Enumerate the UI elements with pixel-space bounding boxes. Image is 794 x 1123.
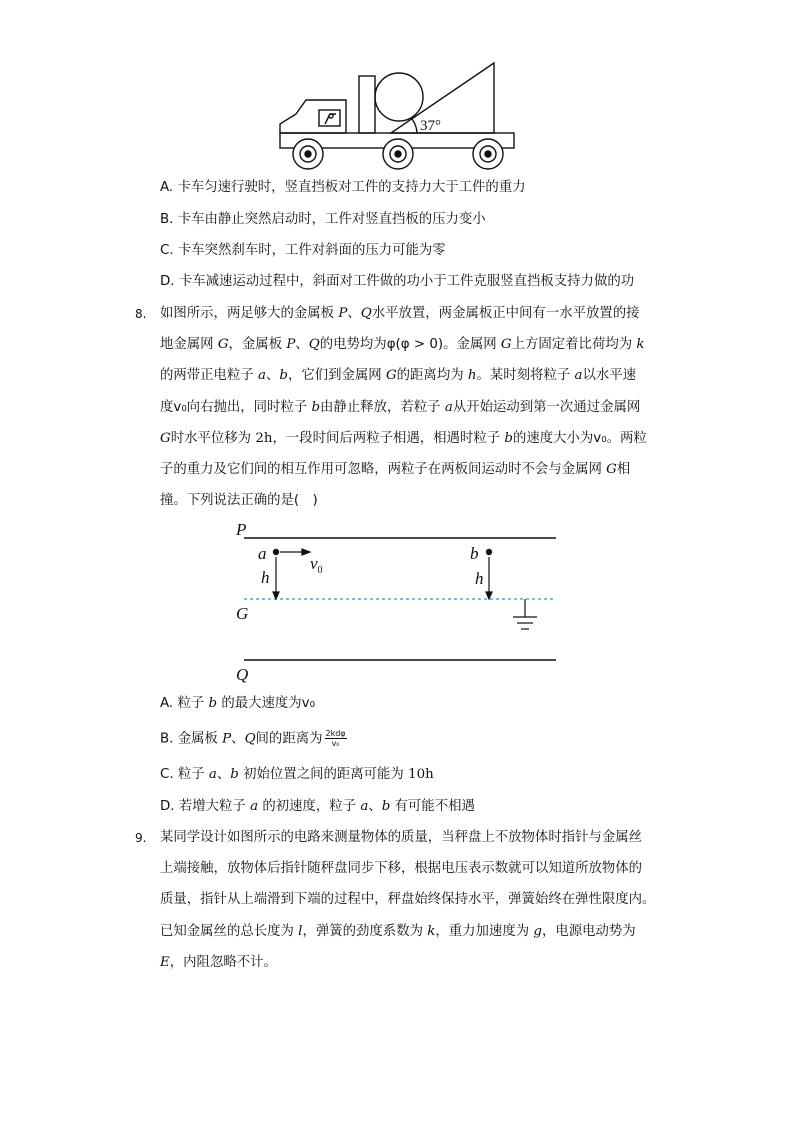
- angle-label: 37°: [420, 118, 441, 134]
- label-v0: $v_0$: [310, 554, 323, 576]
- q7-option-d: D. 卡车减速运动过程中，斜面对工件做的功小于工件克服竖直挡板支持力做的功: [160, 274, 635, 289]
- vertical-board: [359, 76, 375, 133]
- q9-line-4: 已知金属丝的总长度为 l，弹簧的劲度系数为 k，重力加速度为 g，电源电动势为: [160, 924, 636, 939]
- q8-line-1: 如图所示，两足够大的金属板 P、Q水平放置，两金属板正中间有一水平放置的接: [160, 306, 640, 321]
- angle-arc: [412, 119, 417, 133]
- wheel-right: [473, 139, 503, 169]
- q8-option-a: A. 粒子 b 的最大速度为v₀: [160, 696, 315, 711]
- q8-line-3: 的两带正电粒子 a、b，它们到金属网 G的距离均为 h。某时刻将粒子 a以水平速: [160, 368, 637, 383]
- q7-option-a: A. 卡车匀速行驶时，竖直挡板对工件的支持力大于工件的重力: [160, 180, 526, 195]
- q8-option-c: C. 粒子 a、b 初始位置之间的距离可能为 10h: [160, 767, 434, 782]
- ground-symbol: [513, 599, 537, 629]
- label-Q: Q: [236, 665, 249, 684]
- q9-line-2: 上端接触，放物体后指针随秤盘同步下移，根据电压表示数就可以知道所放物体的: [160, 861, 643, 876]
- q8-line-7: 撞。下列说法正确的是( ): [160, 493, 318, 508]
- truck-cab: [280, 100, 346, 133]
- label-h-left: h: [261, 568, 270, 587]
- label-a: a: [258, 544, 267, 563]
- q8-line-4: 度v₀向右抛出，同时粒子 b由静止释放，若粒子 a从开始运动到第一次通过金属网: [160, 400, 641, 415]
- q9-number: 9.: [135, 831, 147, 845]
- q8-line-5: G时水平位移为 2h，一段时间后两粒子相遇，相遇时粒子 b的速度大小为v₀。两粒: [160, 431, 647, 446]
- q8-option-d: D. 若增大粒子 a 的初速度，粒子 a、b 有可能不相遇: [160, 799, 475, 814]
- q9-line-1: 某同学设计如图所示的电路来测量物体的质量，当秤盘上不放物体时指针与金属丝: [160, 830, 643, 845]
- q7-option-b: B. 卡车由静止突然启动时，工件对竖直挡板的压力变小: [160, 212, 486, 227]
- particle-b: [486, 549, 492, 555]
- q8-line-2: 地金属网 G，金属板 P、Q的电势均为φ(φ > 0)。金属网 G上方固定着比荷均为 k: [160, 337, 645, 352]
- label-G: G: [236, 604, 249, 623]
- plates-figure: [230, 515, 570, 687]
- wheel-left: [293, 139, 323, 169]
- q8-line-6: 子的重力及它们间的相互作用可忽略，两粒子在两板间运动时不会与金属网 G相: [160, 462, 631, 477]
- wheel-middle: [383, 139, 413, 169]
- q9-line-5: E，内阻忽略不计。: [160, 955, 277, 970]
- label-P: P: [236, 520, 247, 539]
- truck-figure: [270, 58, 520, 173]
- q9-line-3: 质量，指针从上端滑到下端的过程中，秤盘始终保持水平，弹簧始终在弹性限度内。: [160, 892, 656, 907]
- label-h-right: h: [475, 569, 484, 588]
- fraction: $\frac{\text{2kdφ}}{\text{v₀}}$: [325, 729, 346, 748]
- q7-option-c: C. 卡车突然刹车时，工件对斜面的压力可能为零: [160, 243, 446, 258]
- label-b: b: [470, 544, 479, 563]
- cylinder-workpiece: [375, 73, 423, 121]
- particle-a: [273, 549, 279, 555]
- q8-option-b: B. 金属板 P、Q间的距离为 $\frac{\text{2kdφ}}{\text{v₀}}$: [160, 729, 346, 748]
- q8-number: 8.: [135, 307, 147, 321]
